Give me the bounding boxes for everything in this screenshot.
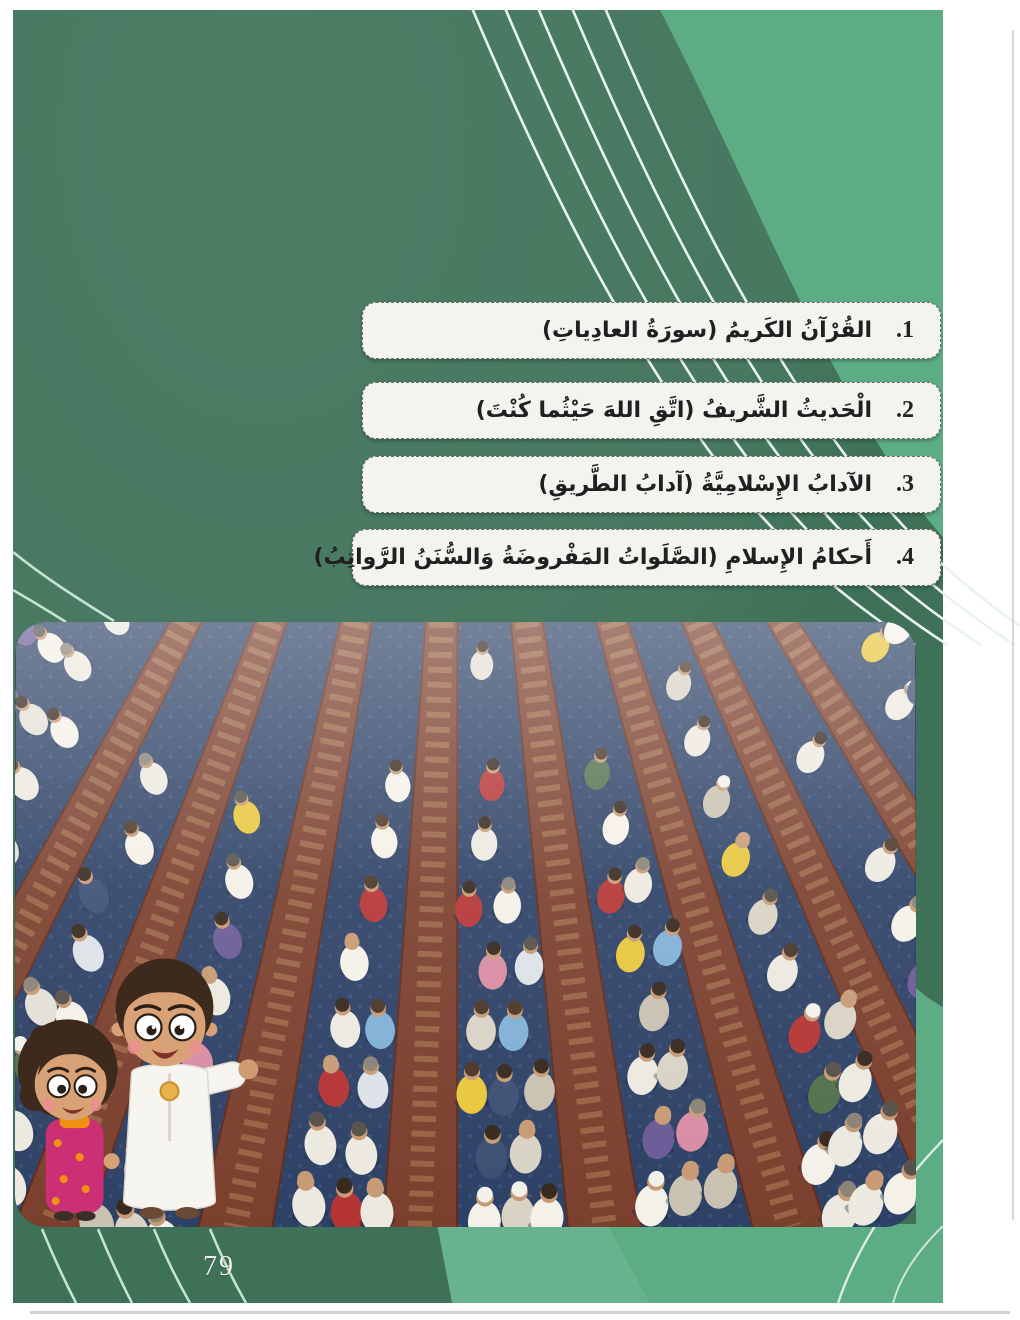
lesson-number: 4. xyxy=(896,544,914,570)
lesson-item-3 xyxy=(362,456,941,513)
lesson-number: 1. xyxy=(896,317,914,343)
lesson-item-4 xyxy=(313,529,941,586)
lesson-item-1 xyxy=(362,302,941,359)
lesson-title: الآدابُ الإِسْلامِيَّةُ (آدابُ الطَّريقِ) xyxy=(538,472,872,497)
lesson-title: الْحَديثُ الشَّريفُ (اتَّقِ اللهَ حَيْثُما كُنْتَ) xyxy=(475,398,872,423)
lesson-number: 3. xyxy=(896,471,914,497)
page-number: 79 xyxy=(203,1251,235,1282)
lesson-number: 2. xyxy=(896,397,914,423)
lesson-item-2 xyxy=(362,382,941,439)
lesson-title: أَحكامُ الإِسلامِ (الصَّلَواتُ المَفْروضَةُ وَالسُّنَنُ الرَّواتِبُ) xyxy=(313,545,872,570)
mosque-prayer-photo xyxy=(15,622,916,1227)
lesson-title: القُرْآنُ الكَريمُ (سورَةُ العادِياتِ) xyxy=(542,318,872,343)
